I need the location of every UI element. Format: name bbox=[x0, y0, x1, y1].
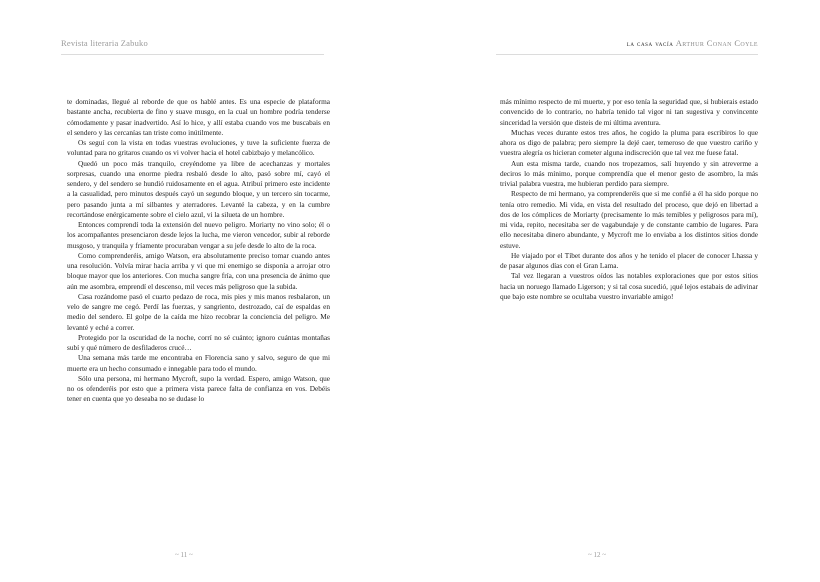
story-author: Arthur Conan Coyle bbox=[675, 38, 758, 48]
running-header-magazine: Revista literaria Zabuko bbox=[61, 38, 148, 48]
paragraph: Quedó un poco más tranquilo, creyéndome ya libre de acechanzas y mortales sorpresas, cuando una enorme piedra resbaló desde lo alto, pasó sobre mí, cayó el sendero, y del sendero se hundió ruidosamente en el agua. Atribuí primero este incidente a la casualidad, pero minutos después cayó un segundo bloque, y un tercero sin tocarme, pero pasando junta a mí silbantes y aterradores. Levanté la cabeza, y en la cumbre recortándose enérgicamente sobre el cielo azul, vi la silueta de un hombre. bbox=[67, 158, 330, 219]
running-header-story bbox=[627, 38, 758, 48]
left-body-text bbox=[67, 97, 330, 405]
paragraph: Muchas veces durante estos tres años, he cogido la pluma para escribiros lo que ahora os digo de palabra; pero siempre la dejé caer, temeroso de que vuestro cariño y vuestra alegría os hicieran cometer alguna indiscreción que tal vez me fuese fatal. bbox=[500, 127, 758, 158]
header-rule bbox=[496, 54, 758, 55]
right-body-text bbox=[500, 97, 758, 302]
page-number: ~ 11 ~ bbox=[175, 551, 193, 559]
paragraph: Como comprenderéis, amigo Watson, era absolutamente preciso tomar cuando antes una resolución. Volvía mirar hacia arriba y vi que mi enemigo se disponía a arrojar otro bloque mayor que los anteriores. Con mucha sangre fría, con una presencia de ánimo que aún me asombra, emprendí el descenso, mil veces más peligroso que la subida. bbox=[67, 250, 330, 291]
header-rule bbox=[61, 54, 324, 55]
right-page bbox=[410, 0, 820, 582]
paragraph: Entonces comprendí toda la extensión del nuevo peligro. Moriarty no vino solo; él o los acompañantes presenciaron desde lejos la lucha, me vieron vencedor, subir al reborde musgoso, y tranquila y fríamente procuraban vengar a su jefe desde lo alto de la roca. bbox=[67, 220, 330, 250]
story-title: la casa vacía bbox=[626, 39, 674, 48]
paragraph: Casa rozándome pasó el cuarto pedazo de roca, mis pies y mis manos resbalaron, un velo de sangre me cegó. Perdí las fuerzas, y sangriento, destrozado, caí de espaldas en medio del sendero. El golpe de la caída me hizo recobrar la conciencia del peligro. Me levanté y eché a correr. bbox=[67, 291, 330, 332]
paragraph: más mínimo respecto de mi muerte, y por eso tenía la seguridad que, si hubierais estado convencido de lo contrario, no habría tenido tal vigor ni tan sugestiva y convincente sinceridad la versión que disteis de mi última aventura. bbox=[500, 97, 758, 127]
paragraph: Aun esta misma tarde, cuando nos tropezamos, salí huyendo y sin atreverme a deciros lo más mínimo, porque comprendía que el menor gesto de asombro, la más trivial palabra vuestra, me hubieran perdido para siempre. bbox=[500, 158, 758, 188]
paragraph: Protegido por la oscuridad de la noche, corrí no sé cuánto; ignoro cuántas montañas subí y qué número de desfiladeros crucé… bbox=[67, 332, 330, 352]
paragraph: te dominadas, llegué al reborde de que os hablé antes. Es una especie de plataforma bastante ancha, recubierta de fino y suave musgo, en la cual un hombre podría tenderse cómodamente y pasar inadvertido. Así lo hice, y allí estaba cuando vos me buscabais en el sendero y las cercanías tan triste como inútilmente. bbox=[67, 97, 330, 137]
page-number: ~ 12 ~ bbox=[588, 551, 607, 559]
paragraph: Os seguí con la vista en todas vuestras evoluciones, y tuve la suficiente fuerza de voluntad para no gritaros cuando os vi volver hacia el hotel cabizbajo y melancólico. bbox=[67, 138, 330, 158]
paragraph: Respecto de mi hermano, ya comprenderéis que si me confié a él ha sido porque no tenía otro remedio. Mi vida, en vista del resultado del proceso, que dejó en libertad a dos de los cómplices de Moriarty (precisamente lo más temibles y peligrosos para mí), mi vida, repito, necesitaba ser de vagabundaje y de constante cambio de lugares. Para ello necesitaba dinero abundante, y Mycroft me lo enviaba a los distintos sitios donde estuve. bbox=[500, 189, 758, 250]
paragraph: Sólo una persona, mi hermano Mycroft, supo la verdad. Espero, amigo Watson, que no os ofenderéis por esto que a primera vista parece falta de confianza en vos. Debéis tener en cuenta que yo deseaba no se dudase lo bbox=[67, 373, 330, 404]
paragraph: Una semana más tarde me encontraba en Florencia sano y salvo, seguro de que mi muerte era un hecho consumado e innegable para todo el mundo. bbox=[67, 353, 330, 373]
paragraph: He viajado por el Tíbet durante dos años y he tenido el placer de conocer Lhassa y de pasar algunos días con el Gran Lama. bbox=[500, 250, 758, 270]
paragraph: Tal vez llegaran a vuestros oídos las notables exploraciones que por estos sitios hacia un noruego llamado Ligerson; y si tal cosa sucedió, ¡qué lejos estabais de adivinar que bajo este nombre se ocultaba vuestro invariable amigo! bbox=[500, 271, 758, 301]
